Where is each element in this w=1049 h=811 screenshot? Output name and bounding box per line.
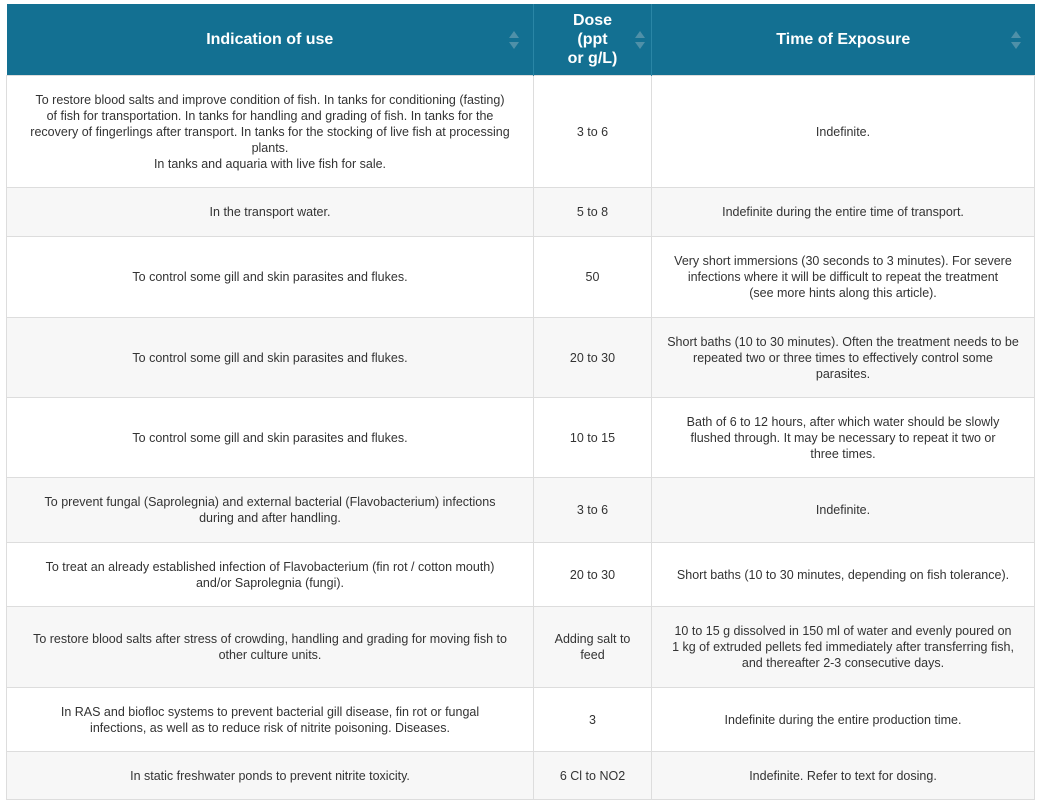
header-exposure-label: Time of Exposure: [776, 31, 911, 48]
cell-exposure: Indefinite during the entire time of transport.: [652, 188, 1035, 237]
header-indication-label: Indication of use: [206, 31, 334, 48]
table-row: [7, 237, 1035, 318]
header-indication-of-use[interactable]: [7, 4, 534, 76]
cell-indication: To control some gill and skin parasites and flukes.: [7, 318, 534, 398]
table-row: [7, 398, 1035, 478]
salt-dosage-table-container: [6, 4, 1034, 800]
cell-indication: To control some gill and skin parasites and flukes.: [7, 398, 534, 478]
cell-indication: To restore blood salts after stress of crowding, handling and grading for moving fish to other culture units.: [7, 607, 534, 688]
table-row: [7, 478, 1035, 543]
header-dose-label-line1: Dose (ppt: [572, 12, 613, 48]
cell-exposure: 10 to 15 g dissolved in 150 ml of water and evenly poured on 1 kg of extruded pellets fed immediately after transferring fish, and thereafter 2-3 consecutive days.: [652, 607, 1035, 688]
cell-exposure: Indefinite.: [652, 76, 1035, 188]
cell-dose: 5 to 8: [534, 188, 652, 237]
cell-indication: To prevent fungal (Saprolegnia) and external bacterial (Flavobacterium) infections during and after handling.: [7, 478, 534, 543]
cell-exposure: Short baths (10 to 30 minutes). Often the treatment needs to be repeated two or three times to effectively control some parasites.: [652, 318, 1035, 398]
cell-exposure: Short baths (10 to 30 minutes, depending on fish tolerance).: [652, 543, 1035, 607]
cell-exposure: Indefinite. Refer to text for dosing.: [652, 752, 1035, 800]
header-dose[interactable]: [534, 4, 652, 76]
cell-indication: To control some gill and skin parasites and flukes.: [7, 237, 534, 318]
header-dose-label-line2: or g/L): [567, 50, 618, 67]
cell-indication: To treat an already established infection of Flavobacterium (fin rot / cotton mouth) and/or Saprolegnia (fungi).: [7, 543, 534, 607]
header-time-of-exposure[interactable]: [652, 4, 1035, 76]
sort-arrows-icon[interactable]: [635, 29, 645, 51]
table-row: [7, 188, 1035, 237]
table-header-row: [7, 4, 1035, 76]
cell-exposure: Very short immersions (30 seconds to 3 minutes). For severe infections where it will be difficult to repeat the treatment (see more hints along this article).: [652, 237, 1035, 318]
cell-exposure: Bath of 6 to 12 hours, after which water should be slowly flushed through. It may be necessary to repeat it two or three times.: [652, 398, 1035, 478]
table-row: [7, 318, 1035, 398]
cell-dose: 20 to 30: [534, 543, 652, 607]
cell-dose: 3 to 6: [534, 76, 652, 188]
cell-dose: 10 to 15: [534, 398, 652, 478]
table-row: [7, 752, 1035, 800]
table-row: [7, 76, 1035, 188]
salt-dosage-table: [6, 4, 1035, 800]
cell-dose: 20 to 30: [534, 318, 652, 398]
table-row: [7, 607, 1035, 688]
cell-indication: In RAS and biofloc systems to prevent bacterial gill disease, fin rot or fungal infections, as well as to reduce risk of nitrite poisoning. Diseases.: [7, 688, 534, 752]
sort-arrows-icon[interactable]: [509, 29, 519, 51]
cell-dose: 3: [534, 688, 652, 752]
cell-dose: Adding salt to feed: [534, 607, 652, 688]
table-row: [7, 543, 1035, 607]
cell-indication: In static freshwater ponds to prevent nitrite toxicity.: [7, 752, 534, 800]
cell-exposure: Indefinite.: [652, 478, 1035, 543]
cell-dose: 3 to 6: [534, 478, 652, 543]
cell-exposure: Indefinite during the entire production time.: [652, 688, 1035, 752]
sort-arrows-icon[interactable]: [1011, 29, 1021, 51]
table-row: [7, 688, 1035, 752]
cell-indication: In the transport water.: [7, 188, 534, 237]
cell-dose: 6 Cl to NO2: [534, 752, 652, 800]
cell-dose: 50: [534, 237, 652, 318]
cell-indication: To restore blood salts and improve condition of fish. In tanks for conditioning (fasting) of fish for transportation. In tanks for handling and grading of fish. In tanks for the recovery of fingerlings after transport. In tanks for the stocking of live fish at processing plants. In tanks and aquaria with live fish for sale.: [7, 76, 534, 188]
